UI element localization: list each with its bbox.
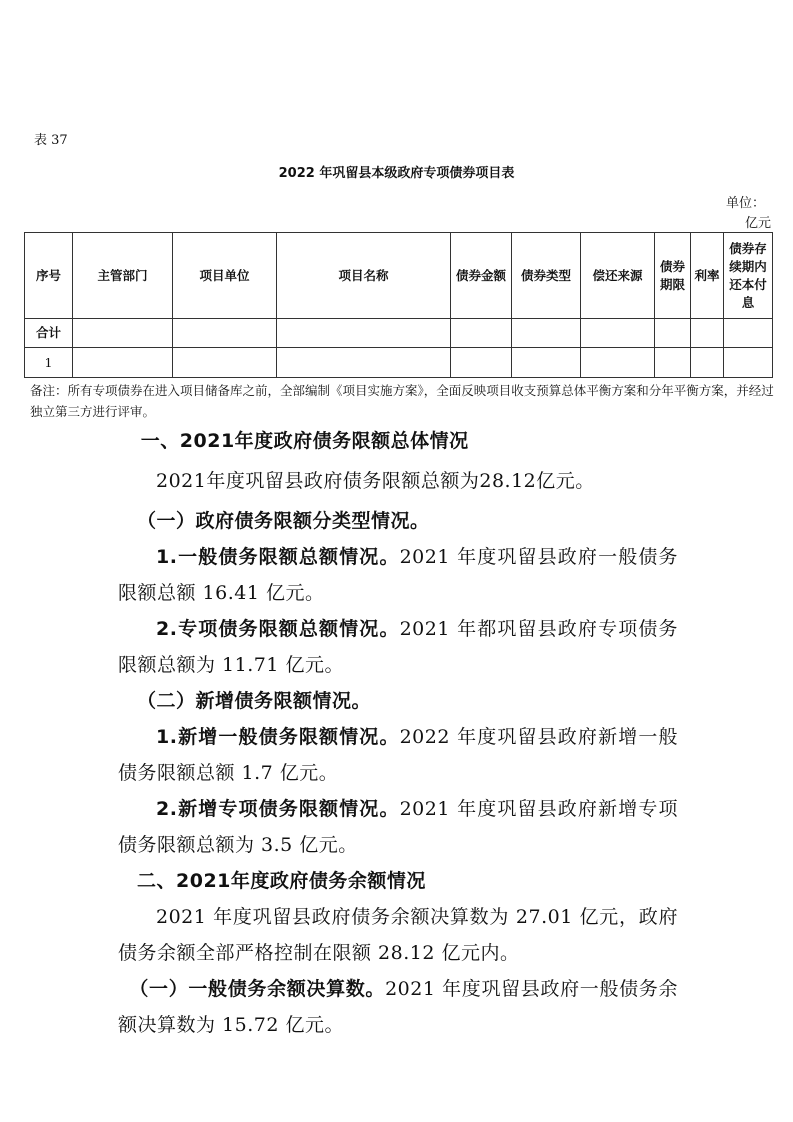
section-1-sub2-para1	[118, 719, 678, 791]
table-cell	[451, 319, 512, 348]
table-cell	[512, 319, 581, 348]
para-heading: 2.专项债务限额总额情况。	[156, 618, 400, 640]
section-1-sub1-para1	[118, 539, 678, 611]
unit-value: 亿元	[744, 216, 771, 231]
row-seq: 1	[25, 348, 73, 378]
para-heading: 1.新增一般债务限额情况。	[156, 726, 400, 748]
table-cell	[173, 348, 277, 378]
table-header-row	[25, 233, 773, 319]
header-pi-line: 还本付	[729, 276, 767, 292]
body-text	[118, 423, 678, 1043]
table-cell	[655, 319, 691, 348]
header-bond-term-line: 债券	[659, 258, 685, 274]
table-cell	[691, 319, 724, 348]
header-pi-line: 息	[741, 294, 755, 310]
table-row	[25, 348, 773, 378]
header-repayment-source: 偿还来源	[581, 233, 655, 319]
table-label: 表 37	[34, 133, 68, 148]
table-note: 备注：所有专项债券在进入项目储备库之前，全部编制《项目实施方案》，全面反映项目收支预算总体平衡方案和分年平衡方案，并经过独立第三方进行评审。	[30, 383, 774, 419]
section-1-sub2-title: （二）新增债务限额情况。	[137, 690, 372, 712]
para-text: 2021 年度巩留县政府一般债务限额总额 16.41 亿元。	[118, 546, 678, 604]
table-cell	[173, 319, 277, 348]
table-cell	[724, 319, 773, 348]
header-interest-rate: 利率	[691, 233, 724, 319]
table-title: 2022 年巩留县本级政府专项债券项目表	[278, 166, 515, 181]
section-1-sub2-para2	[118, 791, 678, 863]
para-heading: （一）一般债务余额决算数。	[129, 978, 386, 1000]
section-1-text: 2021年度巩留县政府债务限额总额为28.12亿元。	[156, 470, 595, 492]
header-bond-term-line: 期限	[659, 276, 685, 292]
header-bond-term	[655, 233, 691, 319]
table-cell	[73, 348, 173, 378]
section-1-sub1-title: （一）政府债务限额分类型情况。	[137, 510, 430, 532]
para-text: 2021 年度巩留县政府新增专项债务限额总额为 3.5 亿元。	[118, 798, 678, 856]
section-2-sub1-para	[118, 971, 678, 1043]
header-department: 主管部门	[73, 233, 173, 319]
table-cell	[581, 348, 655, 378]
header-bond-type: 债券类型	[512, 233, 581, 319]
para-heading: 1.一般债务限额总额情况。	[156, 546, 400, 568]
table-cell	[277, 348, 451, 378]
header-seq: 序号	[25, 233, 73, 319]
table-cell	[73, 319, 173, 348]
header-pi-line: 续期内	[729, 258, 767, 274]
section-1-title: 一、2021年度政府债务限额总体情况	[140, 430, 469, 452]
section-2-text: 2021 年度巩留县政府债务余额决算数为 27.01 亿元，政府债务余额全部严格控制在限额 28.12 亿元内。	[118, 906, 678, 964]
section-2-title: 二、2021年度政府债务余额情况	[137, 870, 426, 892]
header-bond-amount: 债券金额	[451, 233, 512, 319]
para-heading: 2.新增专项债务限额情况。	[156, 798, 400, 820]
table-total-row	[25, 319, 773, 348]
table-cell	[655, 348, 691, 378]
table-cell	[277, 319, 451, 348]
total-label: 合计	[25, 319, 73, 348]
bond-project-table	[24, 232, 773, 378]
table-cell	[512, 348, 581, 378]
para-text: 2021 年都巩留县政府专项债务限额总额为 11.71 亿元。	[118, 618, 678, 676]
section-1-sub1-para2	[118, 611, 678, 683]
para-text: 2022 年度巩留县政府新增一般债务限额总额 1.7 亿元。	[118, 726, 678, 784]
table-cell	[724, 348, 773, 378]
header-pi-line: 债券存	[729, 240, 767, 256]
table-cell	[581, 319, 655, 348]
unit-label: 单位：	[725, 196, 765, 211]
header-principal-interest	[724, 233, 773, 319]
table-cell	[691, 348, 724, 378]
header-project-name: 项目名称	[277, 233, 451, 319]
para-text: 2021 年度巩留县政府一般债务余额决算数为 15.72 亿元。	[118, 978, 678, 1036]
table-cell	[451, 348, 512, 378]
header-project-unit: 项目单位	[173, 233, 277, 319]
